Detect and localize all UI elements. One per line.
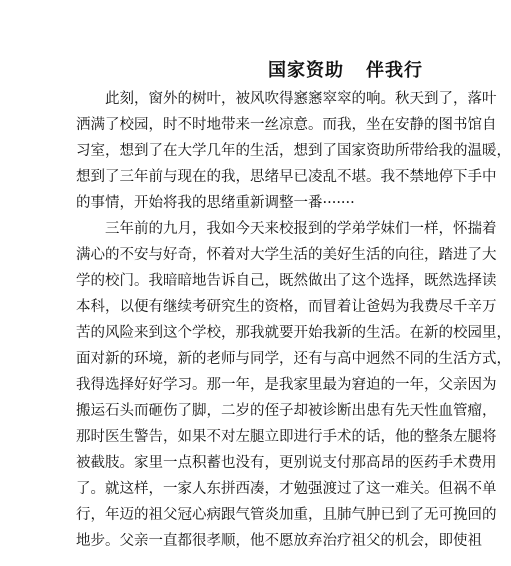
text-line: 搬运石头而砸伤了脚，二岁的侄子却被诊断出患有先天性血管瘤， [76,403,497,419]
title-part-1: 国家资助 [268,60,344,81]
text-line: 满心的不安与好奇，怀着对大学生活的美好生活的向往，踏进了大 [76,247,497,263]
text-line: 地步。父亲一直都很孝顺，他不愿放弃治疗祖父的机会，即使祖 [76,533,482,549]
text-line: 行，年迈的祖父冠心病跟气管炎加重，且肺气肿已到了无可挽回的 [76,507,497,523]
text-line: 习室，想到了在大学几年的生活，想到了国家资助所带给我的温暖， [76,143,511,159]
text-line: 想到了三年前与现在的我，思绪早已凌乱不堪。我不禁地停下手中 [76,169,497,185]
text-line: 面对新的环境，新的老师与同学，还有与高中迥然不同的生活方式， [76,351,511,367]
text-line: 洒满了校园，时不时地带来一丝凉意。而我，坐在安静的图书馆自 [76,117,497,133]
title-part-2: 伴我行 [366,60,423,81]
text-line: 三年前的九月，我如今天来校报到的学弟学妹们一样，怀揣着 [76,221,497,237]
text-line: 学的校门。我暗暗地告诉自己，既然做出了这个选择，既然选择读 [76,273,497,289]
text-line: 苦的风险来到这个学校，那我就要开始我新的生活。在新的校园里， [76,325,511,341]
text-line: 那时医生警告，如果不对左腿立即进行手术的话，他的整条左腿将 [76,429,497,445]
text-line: 我得选择好好学习。那一年，是我家里最为窘迫的一年，父亲因为 [76,377,497,393]
text-line: 此刻，窗外的树叶，被风吹得窸窸窣窣的响。秋天到了，落叶 [76,91,497,107]
document-body [76,86,511,554]
text-line: 本科，以便有继续考研究生的资格，而冒着让爸妈为我费尽千辛万 [76,299,497,315]
document-title [268,58,468,84]
text-line: 被截肢。家里一点积蓄也没有，更别说支付那高昂的医药手术费用 [76,455,497,471]
text-line: 了。就这样，一家人东拼西凑，才勉强渡过了这一难关。但祸不单 [76,481,497,497]
text-line: 的事情，开始将我的思绪重新调整一番······· [76,195,355,211]
